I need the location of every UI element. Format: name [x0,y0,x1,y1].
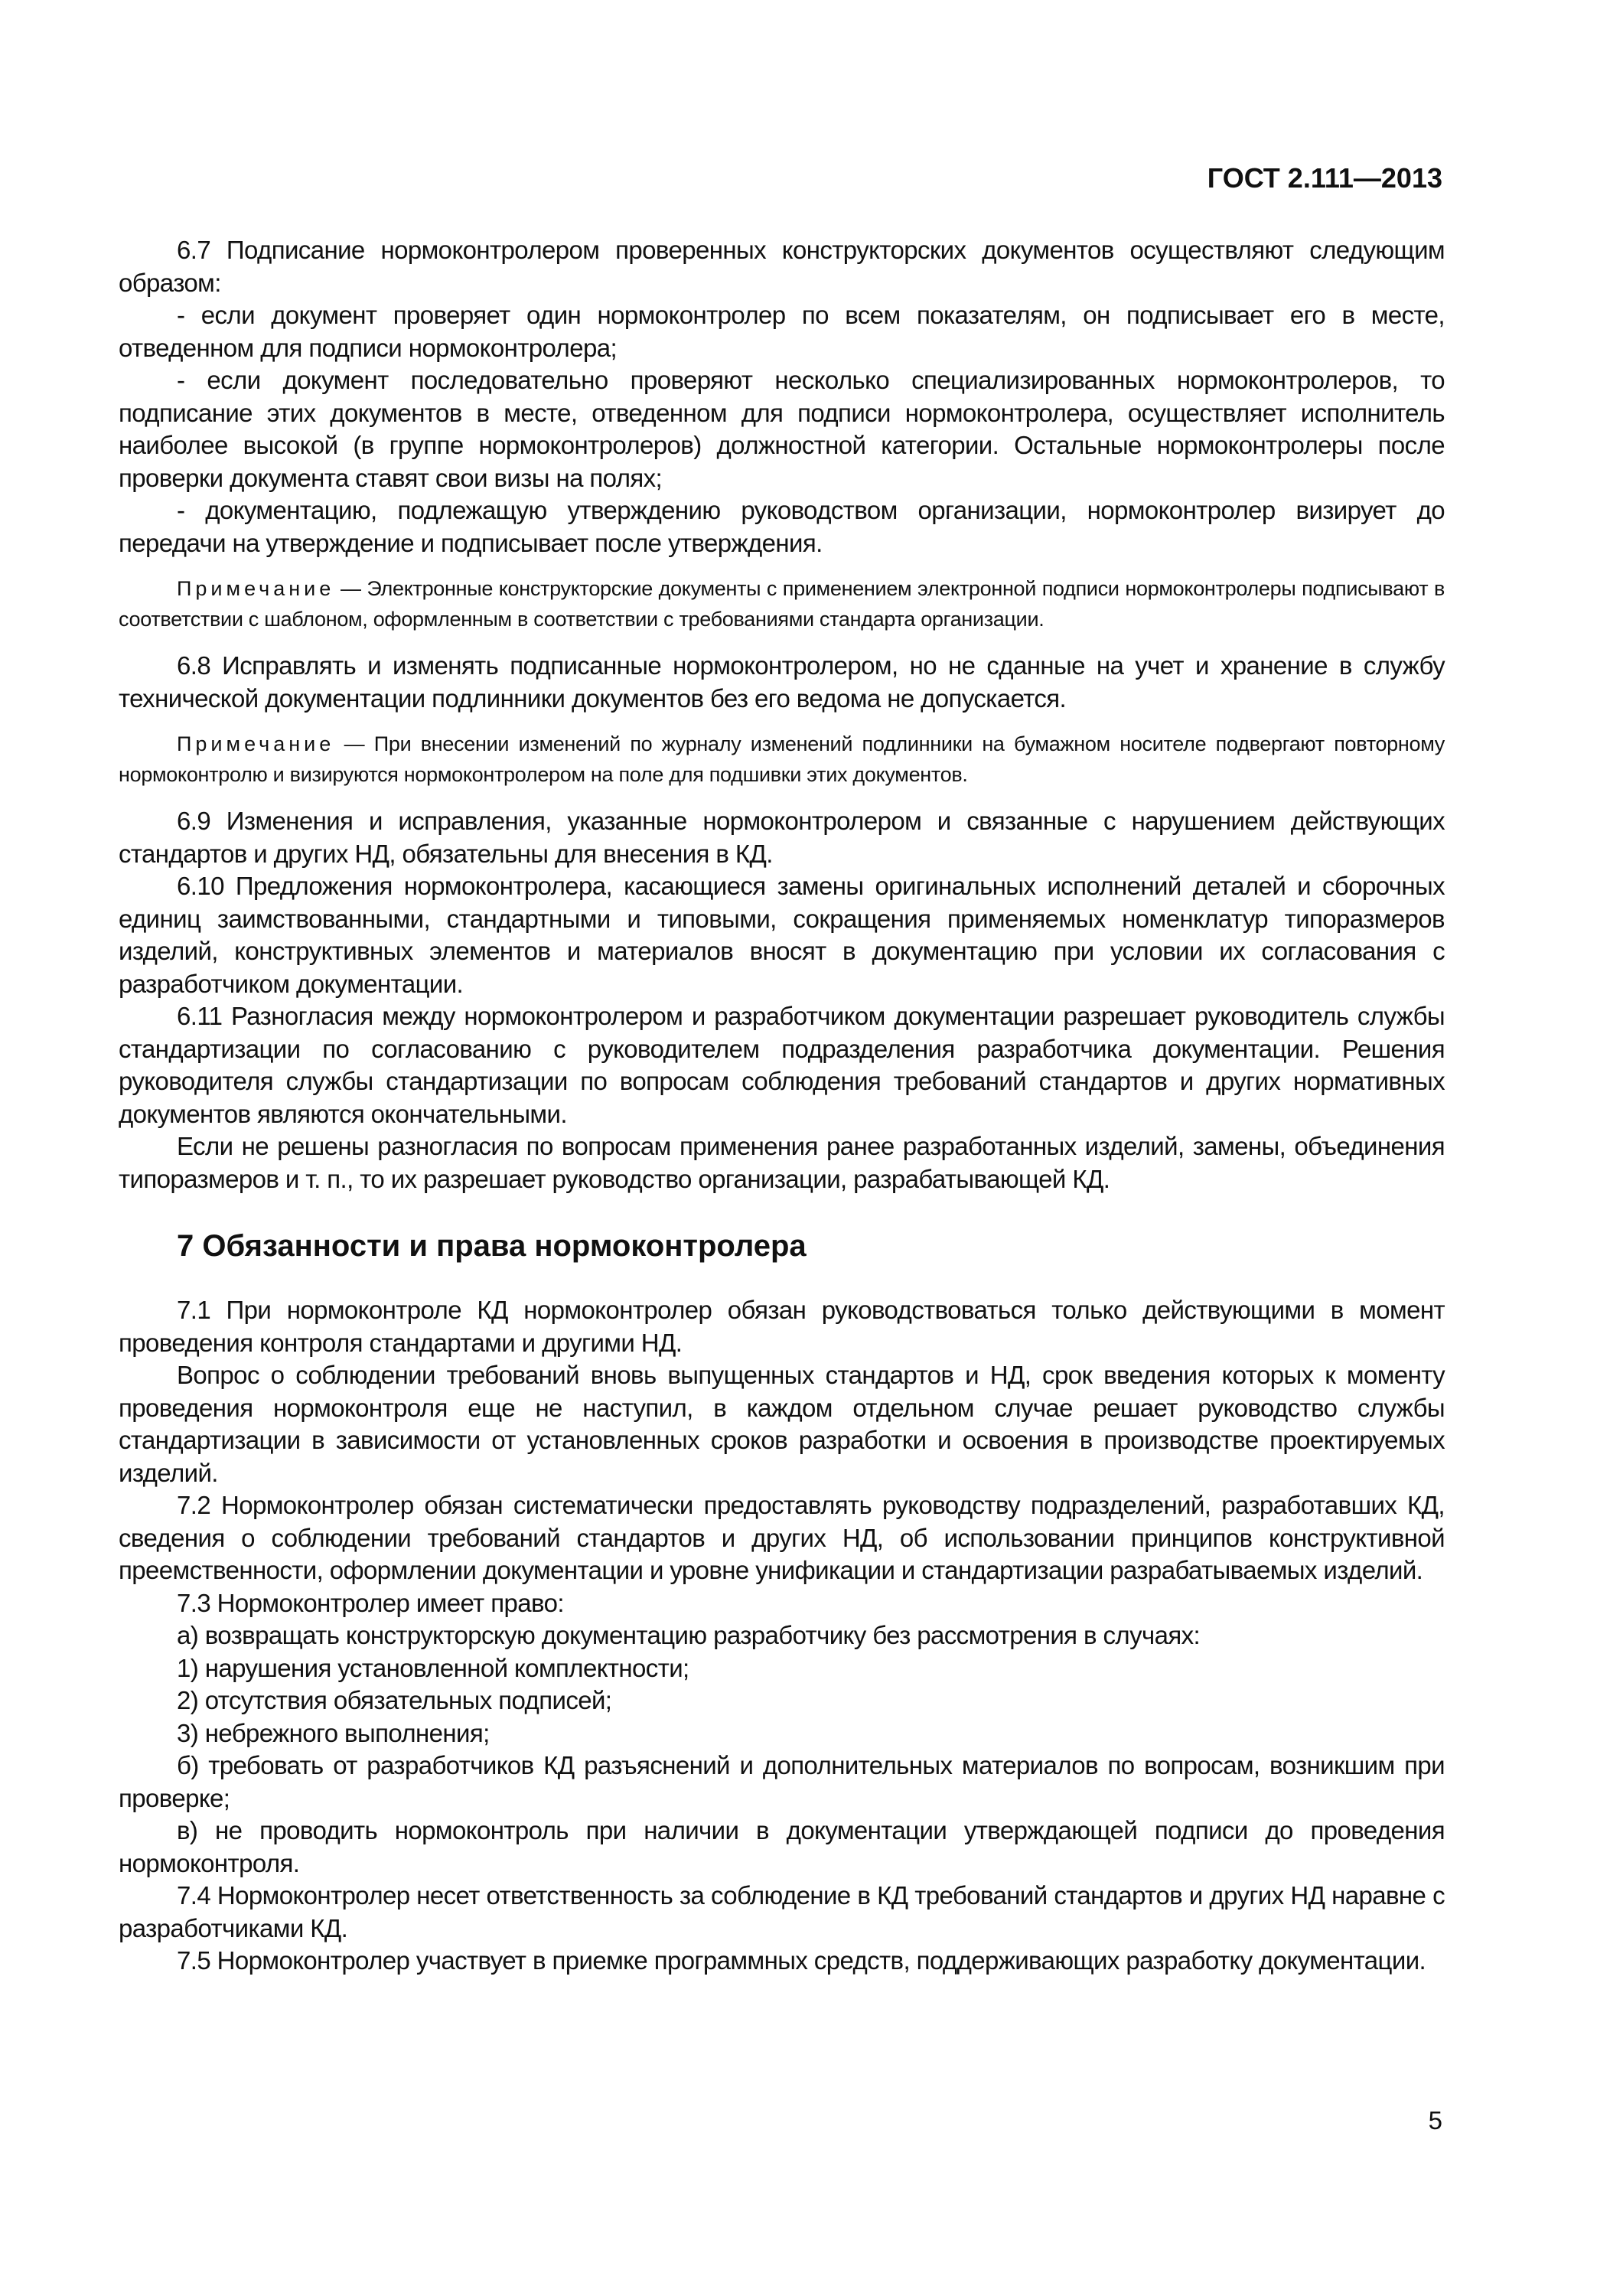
list-item: б) требовать от разработчиков КД разъяснений и дополнительных материалов по вопросам, возникшим при проверке; [119,1751,1445,1812]
paragraph: - если документ проверяет один нормоконтролер по всем показателям, он подписывает его в месте, отведенном для подписи нормоконтролера; [119,301,1445,362]
paragraph: - документацию, подлежащую утверждению руководством организации, нормоконтролер визирует до передачи на утверждение и подписывает после утверждения. [119,496,1445,557]
page-body [119,234,1445,1978]
page-number: 5 [1428,2106,1442,2135]
list-item: 1) нарушения установленной комплектности; [177,1653,689,1682]
note [119,729,1445,790]
list-item: 3) небрежного выполнения; [177,1718,490,1747]
section-heading: 7 Обязанности и права нормоконтролера [177,1229,807,1263]
list-item: в) не проводить нормоконтроль при наличии в документации утверждающей подписи до проведения нормоконтроля. [119,1816,1445,1877]
list-item: 2) отсутствия обязательных подписей; [177,1686,612,1714]
paragraph: 6.10 Предложения нормоконтролера, касающиеся замены оригинальных исполнений деталей и сборочных единиц заимствованными, стандартными и типовыми, сокращения применяемых номенклатур типоразмеров изделий, конструктивных элементов и материалов вносят в документацию при условии их согласования с разработчиком документации. [119,872,1445,998]
paragraph: 6.11 Разногласия между нормоконтролером и разработчиком документации разрешает руководитель службы стандартизации по согласованию с руководителем подразделения разработчика документации. Решения руководителя службы стандартизации по вопросам соблюдения требований стандартов и других нормативных документов являются окончательными. [119,1002,1445,1128]
note [119,573,1445,634]
note-text: — Электронные конструкторские документы с применением электронной подписи нормоконтролеры подписывают в соответствии с шаблоном, оформленным в соответствии с требованиями стандарта организации. [119,577,1445,631]
note-label: Примечание [177,577,335,600]
paragraph: Если не решены разногласия по вопросам применения ранее разработанных изделий, замены, объединения типоразмеров и т. п., то их разрешает руководство организации, разрабатывающей КД. [119,1132,1445,1193]
paragraph: 7.3 Нормоконтролер имеет право: [177,1588,564,1617]
paragraph: 7.2 Нормоконтролер обязан систематически предоставлять руководству подразделений, разработавших КД, сведения о соблюдении требований стандартов и других НД, об использовании принципов конструктивной преемственности, оформлении документации и уровне унификации и стандартизации разрабатываемых изделий. [119,1491,1445,1584]
note-label: Примечание [177,732,335,755]
paragraph: Вопрос о соблюдении требований вновь выпущенных стандартов и НД, срок введения которых к моменту проведения нормоконтроля еще не наступил, в каждом отдельном случае решает руководство службы стандартизации в зависимости от установленных сроков разработки и освоения в производстве проектируемых изделий. [119,1361,1445,1487]
paragraph: - если документ последовательно проверяют несколько специализированных нормоконтролеров, то подписание этих документов в месте, отведенном для подписи нормоконтролера, осуществляет исполнитель наиболее высокой (в группе нормоконтролеров) должностной категории. Остальные нормоконтролеры после проверки документа ставят свои визы на полях; [119,366,1445,492]
document-designation: ГОСТ 2.111—2013 [1207,162,1442,194]
paragraph: 6.7 Подписание нормоконтролером проверенных конструкторских документов осуществляют следующим образом: [119,236,1445,297]
paragraph: 6.8 Исправлять и изменять подписанные нормоконтролером, но не сданные на учет и хранение в службу технической документации подлинники документов без его ведома не допускается. [119,651,1445,713]
note-text: — При внесении изменений по журналу изменений подлинники на бумажном носителе подвергают повторному нормоконтролю и визируются нормоконтролером на поле для подшивки этих документов. [119,732,1445,786]
paragraph: 6.9 Изменения и исправления, указанные нормоконтролером и связанные с нарушением действующих стандартов и других НД, обязательны для внесения в КД. [119,807,1445,868]
list-item: а) возвращать конструкторскую документацию разработчику без рассмотрения в случаях: [177,1621,1201,1649]
paragraph: 7.4 Нормоконтролер несет ответственность за соблюдение в КД требований стандартов и других НД наравне с разработчиками КД. [119,1881,1445,1942]
paragraph: 7.5 Нормоконтролер участвует в приемке программных средств, поддерживающих разработку документации. [177,1946,1426,1975]
paragraph: 7.1 При нормоконтроле КД нормоконтролер обязан руководствоваться только действующими в момент проведения контроля стандартами и другими НД. [119,1296,1445,1357]
